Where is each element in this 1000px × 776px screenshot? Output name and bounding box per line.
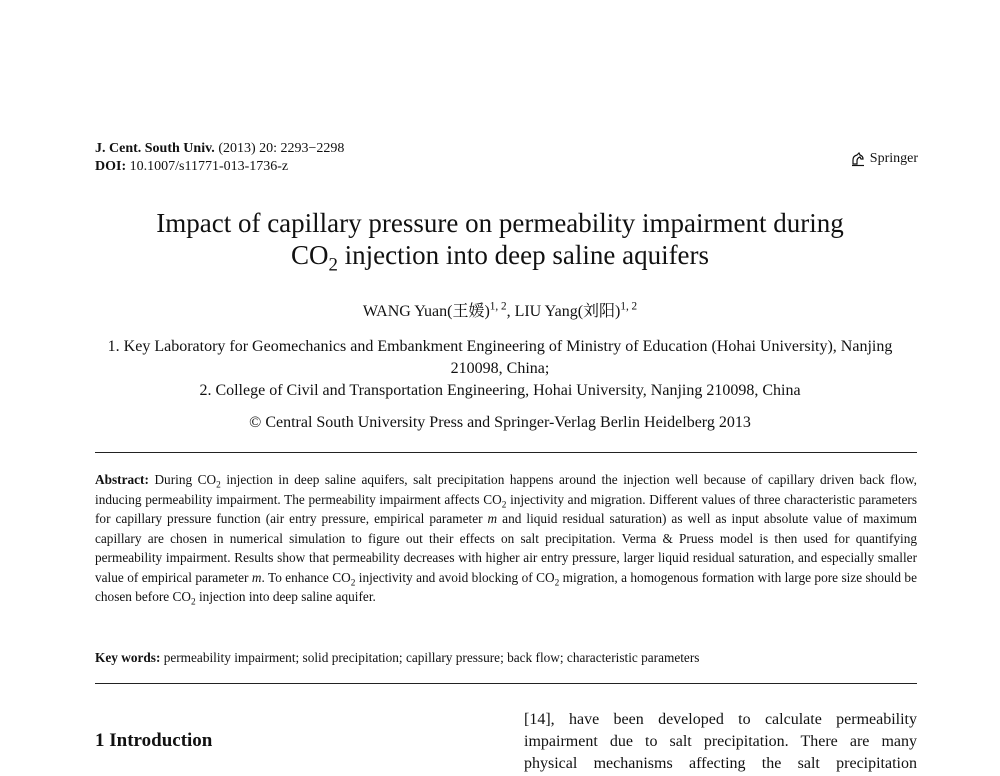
- doi-label: DOI:: [95, 159, 127, 174]
- body-text-column-2: [524, 709, 917, 775]
- body-line: impairment due to salt precipitation. There are many: [524, 733, 917, 750]
- doi-line: [95, 158, 344, 176]
- journal-header: [95, 140, 344, 176]
- publisher-name: Springer: [869, 151, 918, 166]
- keywords-text: permeability impairment; solid precipitation; capillary pressure; back flow; characteristic parameters: [160, 650, 700, 665]
- author-2: LIU Yang(刘阳): [514, 303, 621, 320]
- divider-top: [95, 452, 917, 453]
- journal-name: J. Cent. South Univ.: [95, 141, 215, 156]
- author-1-affil: 1, 2: [489, 300, 507, 313]
- authors: WANG Yuan(王媛)$^{1, 2}$, LIU Yang(刘阳)$^{1, 2}$: [362, 300, 638, 320]
- keywords-label: Key words:: [95, 650, 161, 665]
- abstract-label: Abstract:: [95, 472, 149, 487]
- title-line-1: Impact of capillary pressure on permeability impairment during: [156, 208, 844, 238]
- section-heading-introduction: 1 Introduction: [95, 730, 213, 751]
- title-line-2: $CO_2$ injection into deep saline aquifers: [290, 240, 710, 276]
- springer-horse-icon: [850, 151, 866, 167]
- author-1: WANG Yuan(王媛): [362, 303, 490, 320]
- author-2-affil: 1, 2: [620, 300, 638, 313]
- divider-bottom: [95, 683, 917, 684]
- journal-citation: (2013) 20: 2293−2298: [214, 141, 345, 156]
- doi-value: 10.1007/s11771-013-1736-z: [126, 159, 289, 174]
- body-line: [14], have been developed to calculate permeability: [524, 711, 917, 728]
- keywords: [95, 650, 917, 666]
- journal-citation-line: [95, 140, 344, 158]
- affiliation-1: 1. Key Laboratory for Geomechanics and Embankment Engineering of Ministry of Education (Hohai University), Nanjing 210098, China;: [107, 338, 893, 377]
- affiliation-2: 2. College of Civil and Transportation Engineering, Hohai University, Nanjing 210098, China: [199, 382, 801, 399]
- paper-title: [0, 207, 1000, 276]
- springer-logo: [850, 151, 918, 167]
- copyright-notice: © Central South University Press and Springer-Verlag Berlin Heidelberg 2013: [249, 414, 751, 431]
- abstract: Abstract: During $CO_2$ injection in deep saline aquifers, salt precipitation happens around the injection well because of capillary driven back flow, inducing permeability impairment. The permeability impairment affects $CO_2$ injectivity and migration. Different values of three characteristic parameters for capillary pressure function (air entry pressure, empirical parameter m and liquid residual saturation) as well as input absolute value of maximum capillary are chosen in numerical simulation to figure out their effects on salt precipitation. Verma & Pruess model is then used for quantifying permeability impairment. Results show that permeability decreases with higher air entry pressure, larger liquid residual saturation, and especially smaller value of empirical parameter m. To enhance $CO_2$ injectivity and avoid blocking of $CO_2$ migration, a homogenous formation with large pore size should be chosen before $CO_2$ injection into deep saline aquifer.: [95, 472, 918, 608]
- body-line: physical mechanisms affecting the salt precipitation: [524, 755, 917, 772]
